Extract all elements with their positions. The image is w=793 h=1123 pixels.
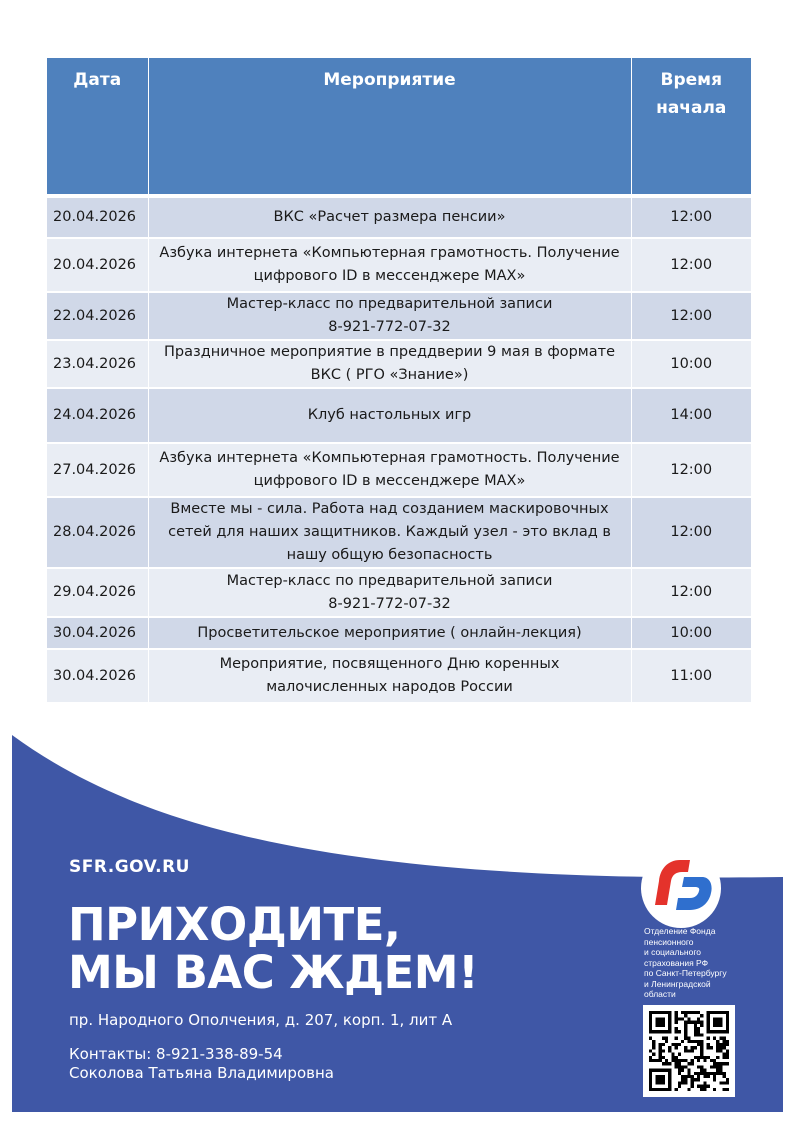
table-row <box>47 649 751 702</box>
row-event-line: ВКС «Расчет размера пенсии» <box>273 209 506 225</box>
row-event <box>148 649 631 702</box>
row-date: 30.04.2026 <box>47 649 148 702</box>
row-time: 12:00 <box>631 568 751 617</box>
header-time <box>631 58 751 196</box>
organization-line: области <box>644 989 676 999</box>
contacts-phone: Контакты: 8-921-338-89-54 <box>69 1045 283 1063</box>
organization-line: Отделение Фонда <box>644 926 716 936</box>
table-row <box>47 497 751 568</box>
table-row <box>47 292 751 340</box>
organization-line: пенсионного <box>644 936 694 947</box>
contacts-person: Соколова Татьяна Владимировна <box>69 1064 334 1082</box>
organization-line: по Санкт-Петербургу <box>644 968 727 978</box>
row-event-line: Просветительское мероприятие ( онлайн-лекция) <box>197 624 582 641</box>
row-event-line: Азбука интернета «Компьютерная грамотность. Получение <box>159 245 620 261</box>
row-event <box>148 443 631 497</box>
row-date: 20.04.2026 <box>47 238 148 292</box>
row-time: 12:00 <box>631 443 751 497</box>
contacts <box>69 1045 334 1083</box>
row-event-line: цифрового ID в мессенджере MAX» <box>253 268 526 284</box>
row-date: 24.04.2026 <box>47 388 148 443</box>
row-date: 30.04.2026 <box>47 617 148 649</box>
row-event-line: сетей для наших защитников. Каждый узел - это вклад в <box>168 524 611 540</box>
table-row <box>47 196 751 238</box>
row-date: 27.04.2026 <box>47 443 148 497</box>
row-event <box>148 568 631 617</box>
header-event: Мероприятие <box>148 58 631 196</box>
row-event-line: цифрового ID в мессенджере MAX» <box>253 473 526 489</box>
row-event-line: нашу общую безопасность <box>286 547 493 563</box>
row-date: 20.04.2026 <box>47 196 148 238</box>
table-header-row <box>47 58 751 196</box>
qr-code-icon <box>649 1011 729 1091</box>
organization-line: и социального <box>644 947 701 957</box>
table-row <box>47 388 751 443</box>
row-event-line: Клуб настольных игр <box>307 407 472 423</box>
row-event-line: Праздничное мероприятие в преддверии 9 мая в формате <box>164 344 615 360</box>
row-date: 29.04.2026 <box>47 568 148 617</box>
table-body <box>47 196 751 702</box>
row-date: 28.04.2026 <box>47 497 148 568</box>
address: пр. Народного Ополчения, д. 207, корп. 1, лит А <box>69 1011 453 1029</box>
table-row <box>47 238 751 292</box>
row-event-line: Вместе мы - сила. Работа над созданием маскировочных <box>170 501 609 517</box>
organization-line: страхования РФ <box>644 957 709 968</box>
slogan <box>68 898 479 999</box>
row-event-line: 8-921-772-07-32 <box>328 595 451 612</box>
row-event <box>148 388 631 443</box>
row-time: 12:00 <box>631 292 751 340</box>
table-row <box>47 568 751 617</box>
header-date: Дата <box>47 58 148 196</box>
footer-banner <box>12 735 783 1112</box>
row-event <box>148 340 631 388</box>
schedule-table <box>47 58 751 702</box>
row-date: 22.04.2026 <box>47 292 148 340</box>
table-row <box>47 617 751 649</box>
row-time: 12:00 <box>631 196 751 238</box>
row-time: 14:00 <box>631 388 751 443</box>
row-event-line: 8-921-772-07-32 <box>328 319 451 335</box>
table-row <box>47 340 751 388</box>
row-event <box>148 238 631 292</box>
organization-line: и Ленинградской <box>644 978 711 989</box>
row-event <box>148 497 631 568</box>
table-row <box>47 443 751 497</box>
header-time-line1: Время <box>660 70 722 90</box>
row-time: 10:00 <box>631 617 751 649</box>
row-event-line: малочисленных народов России <box>266 679 513 695</box>
row-time: 12:00 <box>631 238 751 292</box>
header-time-line2: начала <box>656 98 727 118</box>
row-event-line: Азбука интернета «Компьютерная грамотность. Получение <box>159 450 620 466</box>
sfr-logo-icon <box>640 847 722 929</box>
row-event <box>148 292 631 340</box>
row-event-line: Мероприятие, посвященного Дню коренных <box>219 656 560 672</box>
slogan-line1: ПРИХОДИТЕ, <box>68 898 401 951</box>
organization-name <box>644 926 754 1000</box>
row-time: 11:00 <box>631 649 751 702</box>
row-date: 23.04.2026 <box>47 340 148 388</box>
row-event-line: ВКС ( РГО «Знание») <box>310 367 469 383</box>
slogan-line2: МЫ ВАС ЖДЕМ! <box>68 946 479 999</box>
row-event <box>148 196 631 238</box>
row-event-line: Мастер-класс по предварительной записи <box>226 296 553 312</box>
row-time: 10:00 <box>631 340 751 388</box>
row-event-line: Мастер-класс по предварительной записи <box>226 572 553 589</box>
row-time: 12:00 <box>631 497 751 568</box>
row-event <box>148 617 631 649</box>
site-url: SFR.GOV.RU <box>69 857 190 877</box>
qr-code[interactable] <box>643 1005 735 1097</box>
